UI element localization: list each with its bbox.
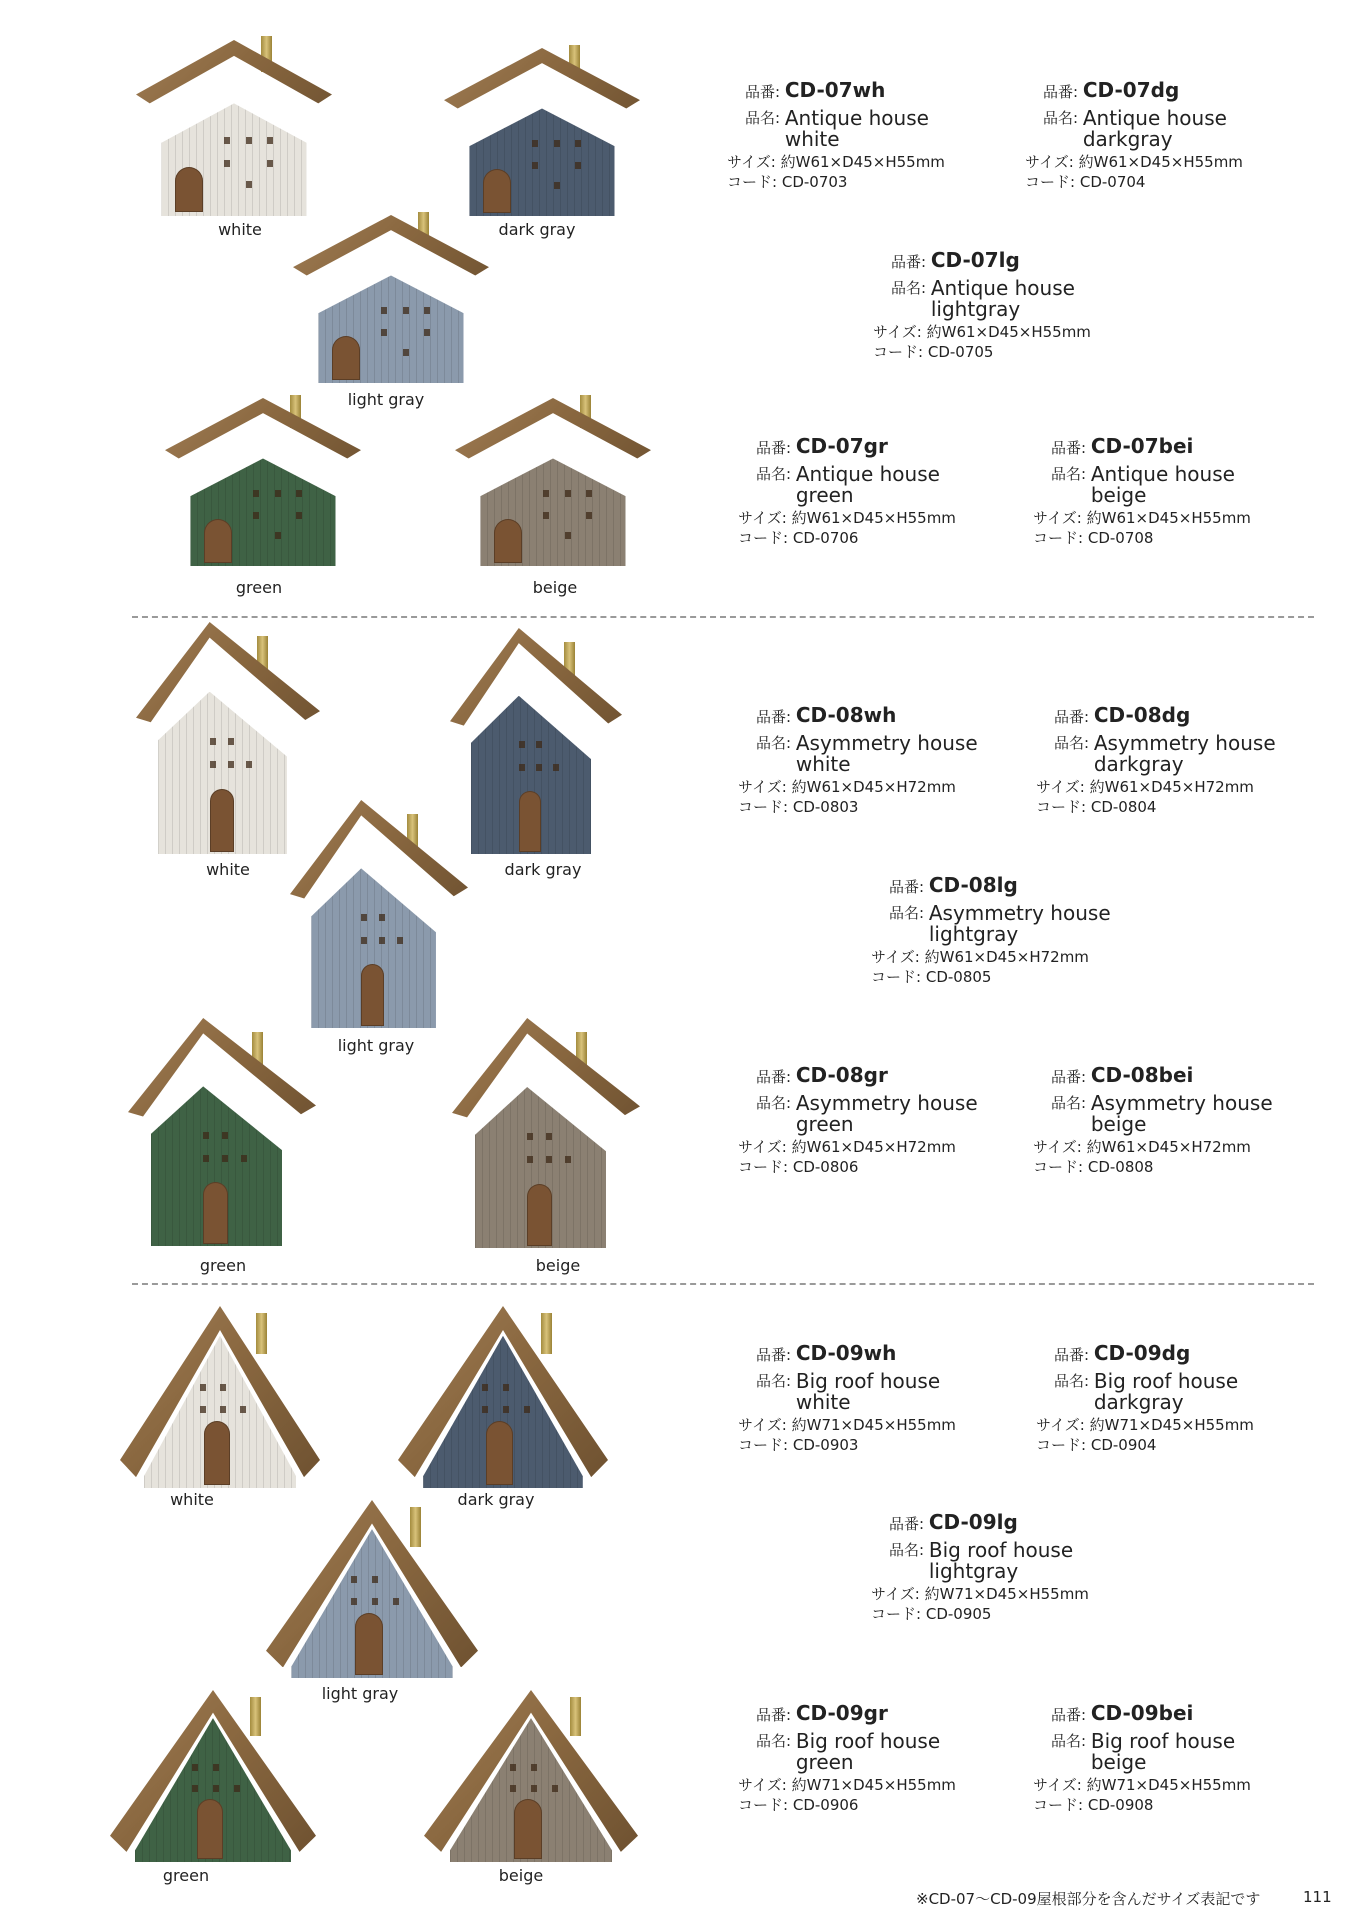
house-window <box>531 1785 537 1792</box>
hinban-label: 品番: <box>1054 708 1090 726</box>
house-window <box>372 1576 378 1583</box>
hinmei-label: 品名: <box>1054 1372 1090 1390</box>
product-code: CD-0704 <box>1079 173 1146 191</box>
house-window <box>575 140 581 147</box>
product-number: CD-08wh <box>795 703 897 727</box>
house-image <box>110 1690 316 1866</box>
product-number: CD-07bei <box>1090 434 1194 458</box>
house-window <box>552 1785 558 1792</box>
product-size: 約W61×D45×H55mm <box>780 153 945 171</box>
house-image <box>128 1018 316 1246</box>
product-name: Big roof house <box>1090 1729 1236 1753</box>
hinmei-label: 品名: <box>889 1541 925 1559</box>
hinmei-label: 品名: <box>756 734 792 752</box>
house-window <box>220 1406 226 1413</box>
house-window <box>200 1406 206 1413</box>
hinmei-label: 品名: <box>1051 1732 1087 1750</box>
house-door <box>210 789 234 852</box>
house-window <box>222 1155 228 1162</box>
hinmei-label: 品名: <box>1043 109 1079 127</box>
house-door <box>494 519 521 563</box>
product-info-cd-09lg <box>871 1512 1089 1624</box>
product-code: CD-0805 <box>925 968 992 986</box>
house-window <box>503 1406 509 1413</box>
product-size: 約W61×D45×H55mm <box>1086 509 1251 527</box>
code-label: コード: <box>1033 529 1084 547</box>
house-image <box>444 48 640 216</box>
product-color: white <box>795 1390 851 1414</box>
house-window <box>393 1598 399 1605</box>
house-window <box>246 137 252 144</box>
size-label: サイズ: <box>871 1585 920 1603</box>
product-size: 約W61×D45×H72mm <box>1086 1138 1251 1156</box>
house-window <box>275 532 281 539</box>
product-name: Asymmetry house <box>795 1091 978 1115</box>
house-image <box>165 398 361 566</box>
house-window <box>503 1384 509 1391</box>
product-info-cd-09bei <box>1033 1703 1251 1815</box>
product-name: Asymmetry house <box>1093 731 1276 755</box>
house-door <box>203 1182 227 1244</box>
hinban-label: 品番: <box>756 439 792 457</box>
product-info-cd-09dg <box>1036 1343 1254 1455</box>
caption-light-gray: light gray <box>321 1684 399 1703</box>
size-label: サイズ: <box>1036 1416 1085 1434</box>
product-code: CD-0905 <box>925 1605 992 1623</box>
hinmei-label: 品名: <box>756 465 792 483</box>
product-info-cd-07wh <box>727 80 945 192</box>
hinban-label: 品番: <box>1054 1346 1090 1364</box>
house-window <box>586 490 592 497</box>
house-window <box>351 1598 357 1605</box>
house-door <box>197 1799 224 1859</box>
code-label: コード: <box>738 1436 789 1454</box>
product-color: darkgray <box>1082 127 1173 151</box>
house-window <box>379 937 385 944</box>
house-window <box>296 490 302 497</box>
product-name: Antique house <box>930 276 1075 300</box>
product-number: CD-08lg <box>928 873 1018 897</box>
product-size: 約W61×D45×H55mm <box>926 323 1091 341</box>
product-color: green <box>795 483 854 507</box>
caption-dark-gray: dark gray <box>504 860 582 879</box>
house-window <box>203 1132 209 1139</box>
product-color: lightgray <box>930 297 1021 321</box>
caption-beige: beige <box>535 1256 581 1275</box>
code-label: コード: <box>727 173 778 191</box>
house-window <box>379 914 385 921</box>
code-label: コード: <box>1033 1158 1084 1176</box>
hinmei-label: 品名: <box>756 1372 792 1390</box>
size-label: サイズ: <box>738 778 787 796</box>
product-name: Antique house <box>1090 462 1235 486</box>
house-window <box>361 937 367 944</box>
product-number: CD-08dg <box>1093 703 1191 727</box>
house-window <box>553 764 559 771</box>
house-window <box>424 329 430 336</box>
product-size: 約W71×D45×H55mm <box>924 1585 1089 1603</box>
house-window <box>267 160 273 167</box>
size-label: サイズ: <box>1025 153 1074 171</box>
product-info-cd-08dg <box>1036 705 1276 817</box>
product-size: 約W61×D45×H72mm <box>1089 778 1254 796</box>
product-code: CD-0708 <box>1087 529 1154 547</box>
product-color: green <box>795 1112 854 1136</box>
product-color: lightgray <box>928 1559 1019 1583</box>
house-window <box>575 162 581 169</box>
hinmei-label: 品名: <box>745 109 781 127</box>
product-name: Antique house <box>1082 106 1227 130</box>
product-name: Antique house <box>784 106 929 130</box>
product-number: CD-07gr <box>795 434 888 458</box>
product-color: darkgray <box>1093 752 1184 776</box>
hinmei-label: 品名: <box>1051 465 1087 483</box>
hinban-label: 品番: <box>756 1706 792 1724</box>
hinmei-label: 品名: <box>1054 734 1090 752</box>
product-number: CD-09wh <box>795 1341 897 1365</box>
house-window <box>519 764 525 771</box>
product-size: 約W71×D45×H55mm <box>1086 1776 1251 1794</box>
product-color: beige <box>1090 1750 1147 1774</box>
house-window <box>203 1155 209 1162</box>
product-code: CD-0903 <box>792 1436 859 1454</box>
product-size: 約W71×D45×H55mm <box>791 1416 956 1434</box>
house-door <box>332 336 359 380</box>
product-name: Big roof house <box>795 1729 941 1753</box>
house-window <box>543 512 549 519</box>
caption-green: green <box>235 578 283 597</box>
house-window <box>554 182 560 189</box>
product-code: CD-0804 <box>1090 798 1157 816</box>
house-window <box>586 512 592 519</box>
code-label: コード: <box>738 798 789 816</box>
house-window <box>253 490 259 497</box>
caption-dark-gray: dark gray <box>457 1490 535 1509</box>
house-window <box>519 741 525 748</box>
house-window <box>240 1406 246 1413</box>
house-window <box>403 349 409 356</box>
code-label: コード: <box>738 529 789 547</box>
hinban-label: 品番: <box>756 1346 792 1364</box>
page-number: 111 <box>1303 1888 1332 1906</box>
house-door <box>204 1421 230 1484</box>
house-window <box>213 1785 219 1792</box>
product-name: Asymmetry house <box>1090 1091 1273 1115</box>
product-number: CD-07wh <box>784 78 886 102</box>
hinban-label: 品番: <box>891 253 927 271</box>
house-window <box>351 1576 357 1583</box>
product-number: CD-08bei <box>1090 1063 1194 1087</box>
house-door <box>204 519 231 563</box>
code-label: コード: <box>738 1158 789 1176</box>
house-window <box>565 1156 571 1163</box>
product-number: CD-07dg <box>1082 78 1180 102</box>
product-name: Antique house <box>795 462 940 486</box>
caption-white: white <box>206 860 250 879</box>
size-label: サイズ: <box>1033 1138 1082 1156</box>
hinmei-label: 品名: <box>1051 1094 1087 1112</box>
product-number: CD-08gr <box>795 1063 888 1087</box>
caption-beige: beige <box>498 1866 544 1885</box>
hinmei-label: 品名: <box>756 1094 792 1112</box>
product-color: beige <box>1090 483 1147 507</box>
product-color: white <box>784 127 840 151</box>
house-window <box>482 1384 488 1391</box>
hinban-label: 品番: <box>889 1515 925 1533</box>
house-window <box>536 764 542 771</box>
house-door <box>514 1799 542 1859</box>
product-code: CD-0904 <box>1090 1436 1157 1454</box>
product-code: CD-0908 <box>1087 1796 1154 1814</box>
house-window <box>532 162 538 169</box>
house-window <box>224 160 230 167</box>
house-door <box>175 167 202 213</box>
size-label: サイズ: <box>873 323 922 341</box>
house-window <box>253 512 259 519</box>
house-image <box>290 800 468 1028</box>
product-number: CD-07lg <box>930 248 1020 272</box>
product-size: 約W61×D45×H55mm <box>1078 153 1243 171</box>
house-window <box>267 137 273 144</box>
house-window <box>210 761 216 768</box>
house-window <box>532 140 538 147</box>
product-info-cd-09gr <box>738 1703 956 1815</box>
house-window <box>228 738 234 745</box>
product-number: CD-09dg <box>1093 1341 1191 1365</box>
house-chimney <box>410 1507 421 1547</box>
size-label: サイズ: <box>1036 778 1085 796</box>
product-color: white <box>795 752 851 776</box>
product-color: green <box>795 1750 854 1774</box>
house-window <box>381 307 387 314</box>
size-label: サイズ: <box>871 948 920 966</box>
product-size: 約W71×D45×H55mm <box>1089 1416 1254 1434</box>
product-number: CD-09bei <box>1090 1701 1194 1725</box>
house-window <box>224 137 230 144</box>
house-window <box>372 1598 378 1605</box>
code-label: コード: <box>1033 1796 1084 1814</box>
house-chimney <box>570 1697 581 1736</box>
product-color: beige <box>1090 1112 1147 1136</box>
house-window <box>241 1155 247 1162</box>
hinban-label: 品番: <box>1051 1068 1087 1086</box>
house-window <box>361 914 367 921</box>
product-info-cd-07gr <box>738 436 956 548</box>
house-window <box>296 512 302 519</box>
section-divider <box>132 616 1314 618</box>
house-chimney <box>541 1313 552 1354</box>
product-code: CD-0706 <box>792 529 859 547</box>
caption-beige: beige <box>532 578 578 597</box>
house-window <box>381 329 387 336</box>
house-door <box>527 1184 551 1246</box>
product-size: 約W61×D45×H55mm <box>791 509 956 527</box>
code-label: コード: <box>871 1605 922 1623</box>
hinban-label: 品番: <box>756 1068 792 1086</box>
product-color: darkgray <box>1093 1390 1184 1414</box>
house-window <box>554 140 560 147</box>
size-label: サイズ: <box>738 509 787 527</box>
product-number: CD-09lg <box>928 1510 1018 1534</box>
product-info-cd-08wh <box>738 705 978 817</box>
caption-light-gray: light gray <box>347 390 425 409</box>
house-chimney <box>250 1697 261 1736</box>
house-window <box>565 490 571 497</box>
hinmei-label: 品名: <box>756 1732 792 1750</box>
product-code: CD-0806 <box>792 1158 859 1176</box>
product-size: 約W61×D45×H72mm <box>791 1138 956 1156</box>
product-number: CD-09gr <box>795 1701 888 1725</box>
caption-green: green <box>199 1256 247 1275</box>
product-code: CD-0705 <box>927 343 994 361</box>
house-window <box>210 738 216 745</box>
code-label: コード: <box>873 343 924 361</box>
house-image <box>424 1690 638 1866</box>
house-window <box>246 761 252 768</box>
product-code: CD-0703 <box>781 173 848 191</box>
size-footnote: ※CD-07〜CD-09屋根部分を含んだサイズ表記です <box>916 1890 1261 1908</box>
hinmei-label: 品名: <box>889 904 925 922</box>
house-window <box>397 937 403 944</box>
product-code: CD-0808 <box>1087 1158 1154 1176</box>
hinban-label: 品番: <box>745 83 781 101</box>
house-window <box>524 1406 530 1413</box>
house-window <box>546 1133 552 1140</box>
product-name: Big roof house <box>928 1538 1074 1562</box>
product-code: CD-0906 <box>792 1796 859 1814</box>
house-window <box>510 1785 516 1792</box>
product-info-cd-08gr <box>738 1065 978 1177</box>
house-window <box>234 1785 240 1792</box>
house-image <box>450 628 622 854</box>
house-door <box>361 964 384 1026</box>
product-name: Big roof house <box>795 1369 941 1393</box>
house-window <box>482 1406 488 1413</box>
product-code: CD-0803 <box>792 798 859 816</box>
product-size: 約W61×D45×H72mm <box>791 778 956 796</box>
house-window <box>527 1156 533 1163</box>
caption-white: white <box>170 1490 214 1509</box>
house-chimney <box>256 1313 267 1354</box>
code-label: コード: <box>1025 173 1076 191</box>
house-window <box>213 1764 219 1771</box>
house-door <box>355 1613 383 1675</box>
caption-dark-gray: dark gray <box>498 220 576 239</box>
section-divider <box>132 1283 1314 1285</box>
product-info-cd-07lg <box>873 250 1091 362</box>
house-window <box>200 1384 206 1391</box>
house-window <box>228 761 234 768</box>
hinban-label: 品番: <box>1043 83 1079 101</box>
product-name: Asymmetry house <box>928 901 1111 925</box>
hinban-label: 品番: <box>756 708 792 726</box>
house-door <box>519 791 541 852</box>
hinmei-label: 品名: <box>891 279 927 297</box>
caption-light-gray: light gray <box>337 1036 415 1055</box>
size-label: サイズ: <box>738 1138 787 1156</box>
size-label: サイズ: <box>1033 1776 1082 1794</box>
house-window <box>531 1764 537 1771</box>
product-info-cd-08lg <box>871 875 1111 987</box>
house-window <box>536 741 542 748</box>
product-info-cd-08bei <box>1033 1065 1273 1177</box>
house-door <box>486 1421 513 1484</box>
house-image <box>452 1018 640 1248</box>
house-window <box>222 1132 228 1139</box>
house-image <box>398 1306 608 1492</box>
hinban-label: 品番: <box>1051 439 1087 457</box>
size-label: サイズ: <box>1033 509 1082 527</box>
hinban-label: 品番: <box>889 878 925 896</box>
house-window <box>527 1133 533 1140</box>
house-window <box>220 1384 226 1391</box>
house-image <box>136 40 332 216</box>
house-window <box>246 181 252 188</box>
product-size: 約W71×D45×H55mm <box>791 1776 956 1794</box>
caption-green: green <box>162 1866 210 1885</box>
code-label: コード: <box>871 968 922 986</box>
size-label: サイズ: <box>738 1776 787 1794</box>
house-window <box>546 1156 552 1163</box>
house-window <box>565 532 571 539</box>
product-info-cd-09wh <box>738 1343 956 1455</box>
house-image <box>266 1500 478 1682</box>
product-info-cd-07dg <box>1025 80 1243 192</box>
caption-white: white <box>218 220 262 239</box>
hinban-label: 品番: <box>1051 1706 1087 1724</box>
house-image <box>293 215 489 383</box>
house-window <box>275 490 281 497</box>
house-door <box>483 169 510 213</box>
code-label: コード: <box>738 1796 789 1814</box>
code-label: コード: <box>1036 798 1087 816</box>
house-window <box>543 490 549 497</box>
product-size: 約W61×D45×H72mm <box>924 948 1089 966</box>
size-label: サイズ: <box>738 1416 787 1434</box>
house-window <box>403 307 409 314</box>
product-name: Big roof house <box>1093 1369 1239 1393</box>
size-label: サイズ: <box>727 153 776 171</box>
house-image <box>455 398 651 566</box>
product-color: lightgray <box>928 922 1019 946</box>
house-window <box>192 1785 198 1792</box>
product-info-cd-07bei <box>1033 436 1251 548</box>
house-image <box>120 1306 320 1492</box>
code-label: コード: <box>1036 1436 1087 1454</box>
house-window <box>424 307 430 314</box>
house-window <box>192 1764 198 1771</box>
house-window <box>510 1764 516 1771</box>
product-name: Asymmetry house <box>795 731 978 755</box>
